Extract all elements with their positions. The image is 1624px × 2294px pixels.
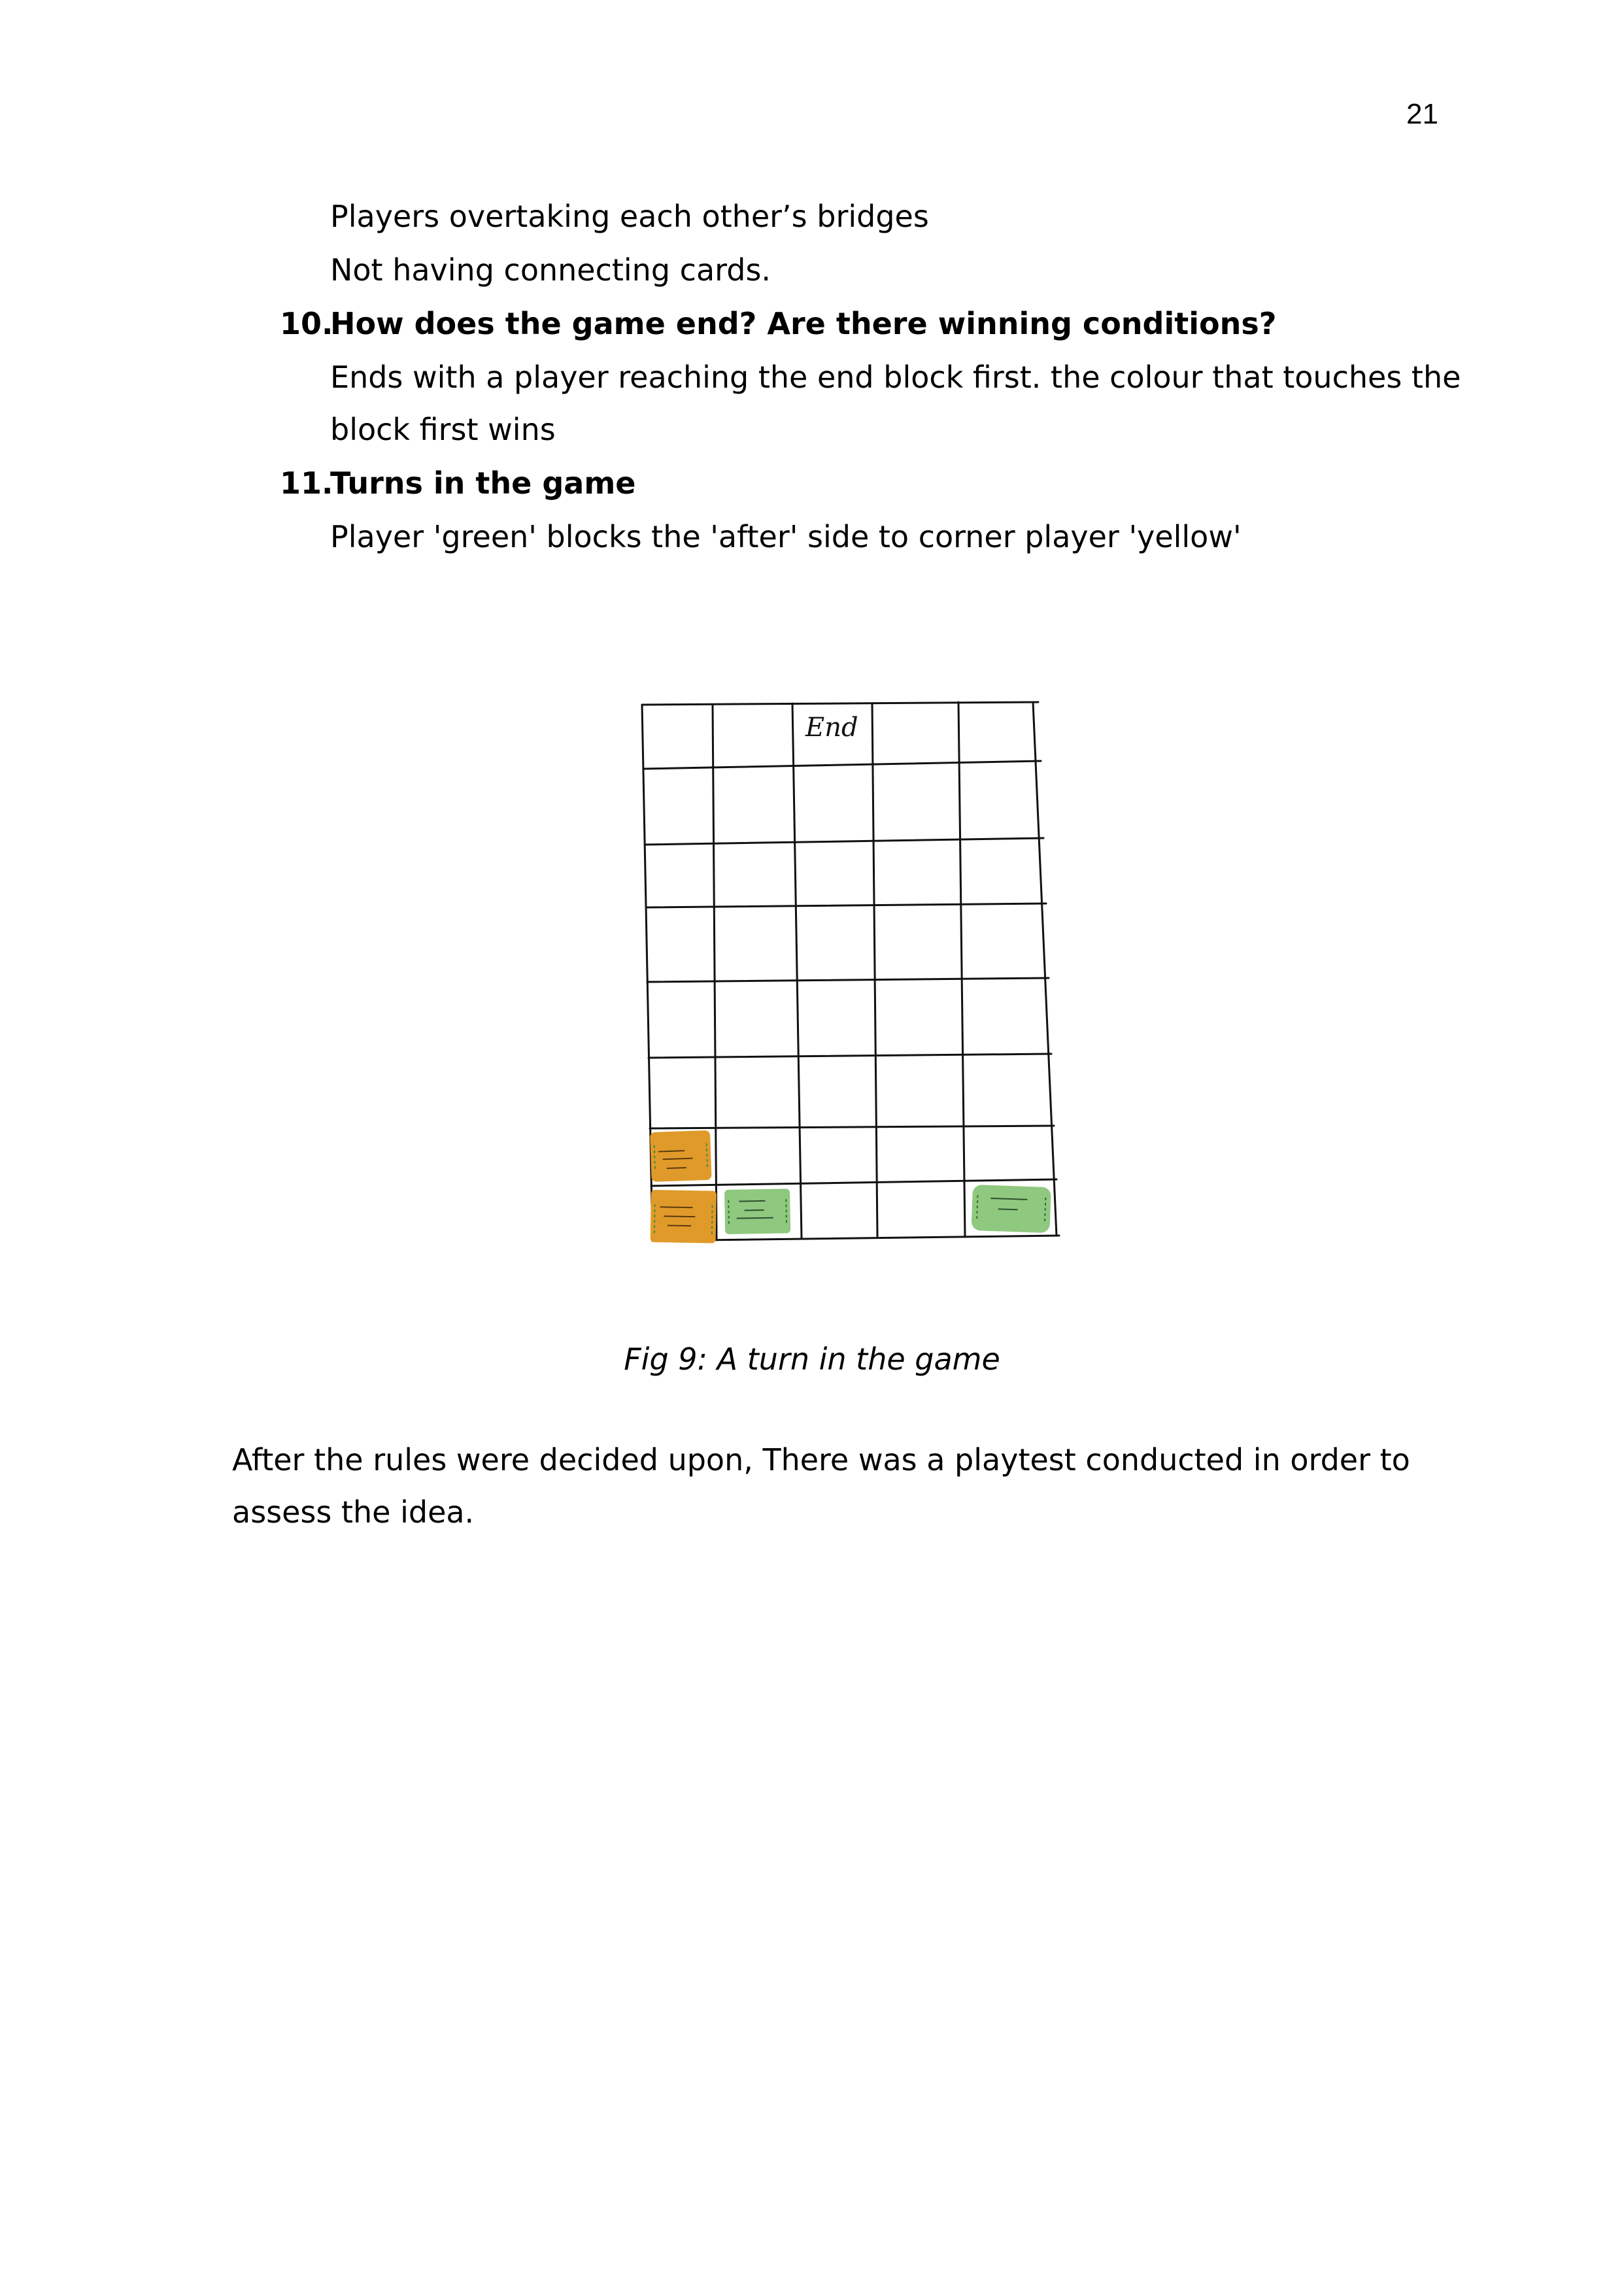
- grid-line: [646, 903, 1046, 907]
- green-card: [724, 1189, 790, 1234]
- game-board-figure: [628, 693, 1072, 1262]
- orange-card: [651, 1190, 717, 1243]
- question-title: How does the game end? Are there winning conditions?: [330, 306, 1277, 341]
- grid-line: [651, 1179, 1057, 1186]
- grid-line: [713, 705, 717, 1240]
- grid-line: [872, 703, 877, 1237]
- grid-line: [1033, 702, 1057, 1236]
- answer-line: Player 'green' blocks the 'after' side to corner player 'yellow': [330, 519, 1242, 554]
- paragraph-line: After the rules were decided upon, There was a playtest conducted in order to: [232, 1442, 1410, 1477]
- game-board-sketch: [628, 693, 1072, 1262]
- text-line: Not having connecting cards.: [330, 252, 771, 288]
- answer-line: block first wins: [330, 412, 556, 447]
- page-number: 21: [1406, 98, 1438, 130]
- grid-line: [642, 702, 1038, 705]
- grid-line: [792, 703, 802, 1238]
- grid-line: [649, 1054, 1051, 1058]
- green-card: [972, 1185, 1051, 1233]
- paragraph-line: assess the idea.: [232, 1494, 475, 1530]
- figure-caption: Fig 9: A turn in the game: [624, 1341, 1000, 1377]
- grid-line: [958, 702, 965, 1237]
- end-label: End: [805, 713, 858, 743]
- grid-line: [645, 838, 1043, 845]
- grid-line: [647, 978, 1049, 982]
- question-number: 10.: [280, 306, 333, 341]
- grid-line: [650, 1126, 1054, 1128]
- text-line: Players overtaking each other’s bridges: [330, 199, 929, 234]
- question-title: Turns in the game: [330, 465, 636, 501]
- grid-line: [643, 761, 1041, 769]
- orange-card: [650, 1130, 712, 1182]
- question-number: 11.: [280, 465, 333, 501]
- answer-line: Ends with a player reaching the end block first. the colour that touches the: [330, 360, 1461, 395]
